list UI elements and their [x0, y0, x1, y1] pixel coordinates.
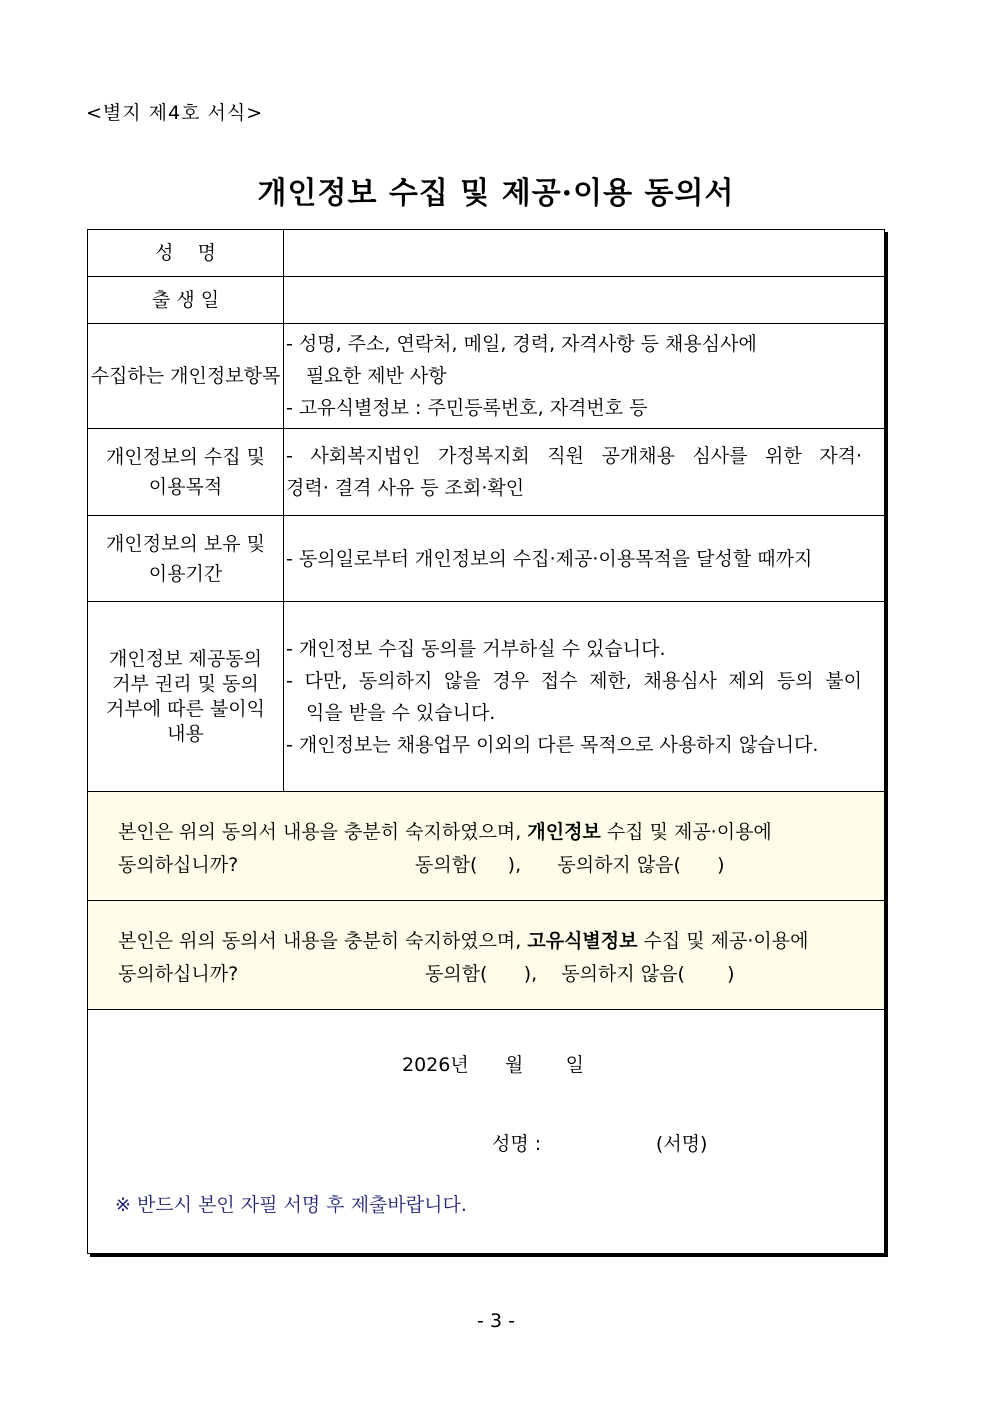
document-title: 개인정보 수집 및 제공·이용 동의서 [257, 176, 735, 211]
personal-info-consent-options[interactable]: 동의함( ), 동의하지 않음( ) [415, 854, 725, 876]
personal-info-consent: 본인은 위의 동의서 내용을 충분히 숙지하였으며, 개인정보 수집 및 제공·이용에 동의하십니까? 동의함( ), 동의하지 않음( ) [88, 792, 884, 901]
collected-items-row [88, 324, 884, 429]
unique-id-consent: 본인은 위의 동의서 내용을 충분히 숙지하였으며, 고유식별정보 수집 및 제공·이용에 동의하십니까? 동의함( ), 동의하지 않음( ) [88, 901, 884, 1010]
collected-items-value: - 성명, 주소, 연락처, 메일, 경력, 자격사항 등 채용심사에 필요한 제반 사항 - 고유식별정보 : 주민등록번호, 자격번호 등 [286, 333, 757, 419]
signature-line[interactable]: 성명 : (서명) [492, 1133, 708, 1155]
name-row [88, 230, 884, 277]
refusal-rights-label: 개인정보 제공동의 거부 권리 및 동의 거부에 따른 불이익 내용 [88, 602, 284, 791]
purpose-row [88, 429, 884, 516]
refusal-rights-row [88, 602, 884, 792]
page-number: - 3 - [477, 1310, 515, 1332]
retention-row [88, 516, 884, 602]
name-field[interactable] [284, 230, 884, 276]
refusal-rights-value: - 개인정보 수집 동의를 거부하실 수 있습니다. - 다만, 동의하지 않을 경우 접수 제한, 채용심사 제외 등의 불이 익을 받을 수 있습니다. - 개인정보는 채용업무 이외의 다른 목적으로 사용하지 않습니다. [286, 637, 862, 756]
name-label: 성 명 [88, 230, 284, 276]
purpose-value: - 사회복지법인 가정복지회 직원 공개채용 심사를 위한 자격· 경력· 결격 사유 등 조회·확인 [286, 445, 862, 499]
birthdate-row [88, 277, 884, 324]
unique-id-consent-options[interactable]: 동의함( ), 동의하지 않음( ) [425, 963, 735, 985]
purpose-label: 개인정보의 수집 및 이용목적 [88, 429, 284, 515]
birthdate-label: 출 생 일 [88, 277, 284, 323]
retention-label: 개인정보의 보유 및 이용기간 [88, 516, 284, 601]
date-line[interactable]: 2026년 월 일 [402, 1054, 584, 1076]
birthdate-field[interactable] [284, 277, 884, 323]
signature-area [88, 1010, 884, 1253]
collected-items-label: 수집하는 개인정보항목 [88, 324, 284, 428]
form-number-label: <별지 제4호 서식> [86, 102, 264, 124]
consent-form-table [87, 229, 885, 1254]
signature-note: ※ 반드시 본인 자필 서명 후 제출바랍니다. [115, 1194, 467, 1216]
retention-value: - 동의일로부터 개인정보의 수집·제공·이용목적을 달성할 때까지 [286, 547, 813, 570]
